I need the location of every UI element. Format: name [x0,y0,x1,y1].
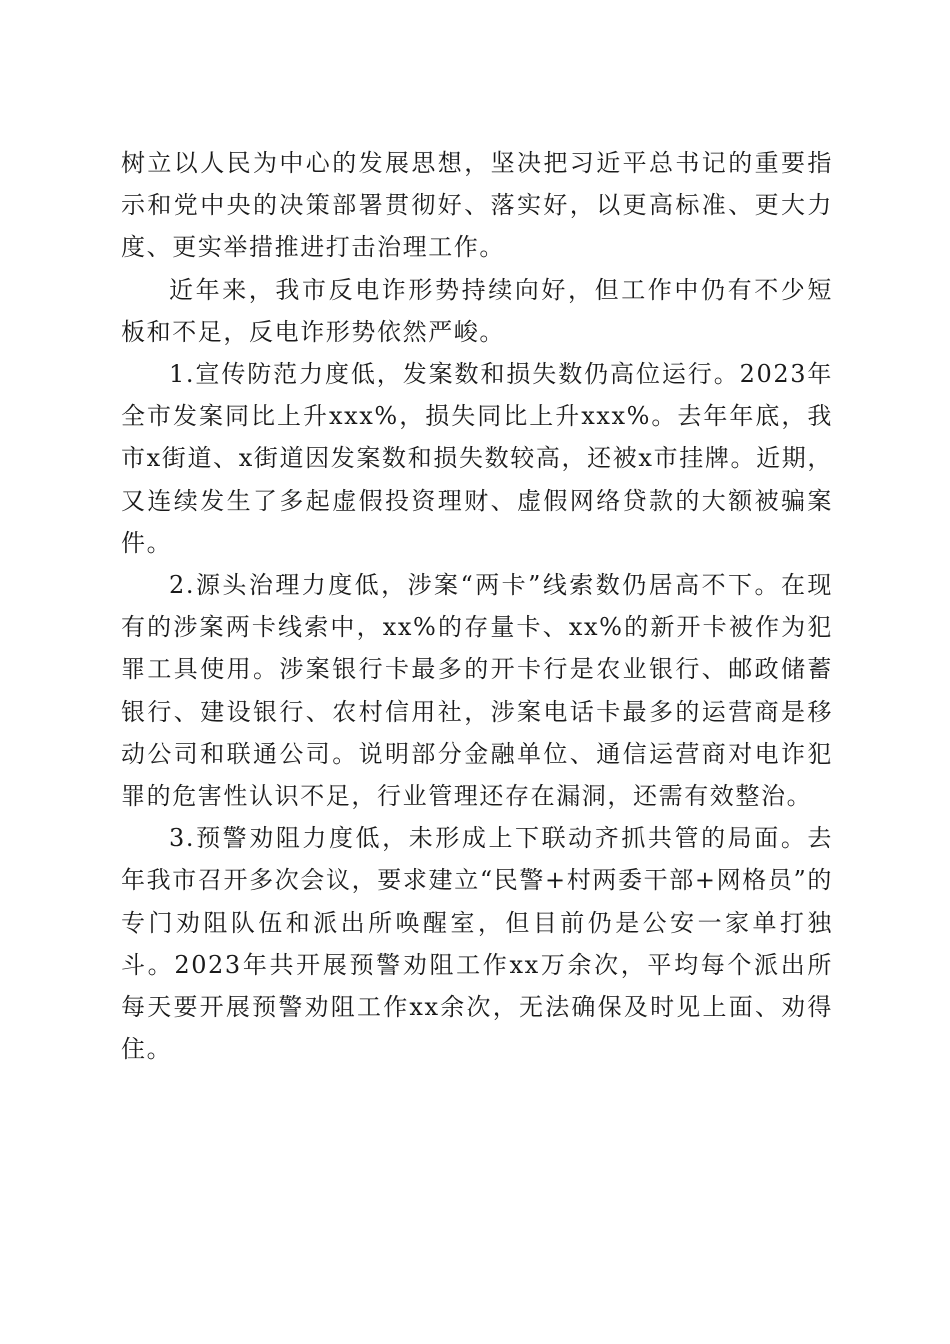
paragraph-point-1: 1.宣传防范力度低，发案数和损失数仍高位运行。2023年全市发案同比上升xxx%，损失同比上升xxx%。去年年底，我市x街道、x街道因发案数和损失数较高，还被x市挂牌。近期，又连续发生了多起虚假投资理财、虚假网络贷款的大额被骗案件。 [121,360,833,557]
paragraph-point-2: 2.源头治理力度低，涉案“两卡”线索数仍居高不下。在现有的涉案两卡线索中，xx%的存量卡、xx%的新开卡被作为犯罪工具使用。涉案银行卡最多的开卡行是农业银行、邮政储蓄银行、建设银行、农村信用社，涉案电话卡最多的运营商是移动公司和联通公司。说明部分金融单位、通信运营商对电诈犯罪的危害性认识不足，行业管理还存在漏洞，还需有效整治。 [121,571,833,811]
document-body [121,142,833,1070]
paragraph-point-3: 3.预警劝阻力度低，未形成上下联动齐抓共管的局面。去年我市召开多次会议，要求建立“民警+村两委干部+网格员”的专门劝阻队伍和派出所唤醒室，但目前仍是公安一家单打独斗。2023年共开展预警劝阻工作xx万余次，平均每个派出所每天要开展预警劝阻工作xx余次，无法确保及时见上面、劝得住。 [121,824,833,1064]
paragraph-situation-overview: 近年来，我市反电诈形势持续向好，但工作中仍有不少短板和不足，反电诈形势依然严峻。 [121,275,833,346]
paragraph-continuation: 树立以人民为中心的发展思想，坚决把习近平总书记的重要指示和党中央的决策部署贯彻好、落实好，以更高标准、更大力度、更实举措推进打击治理工作。 [121,149,833,262]
